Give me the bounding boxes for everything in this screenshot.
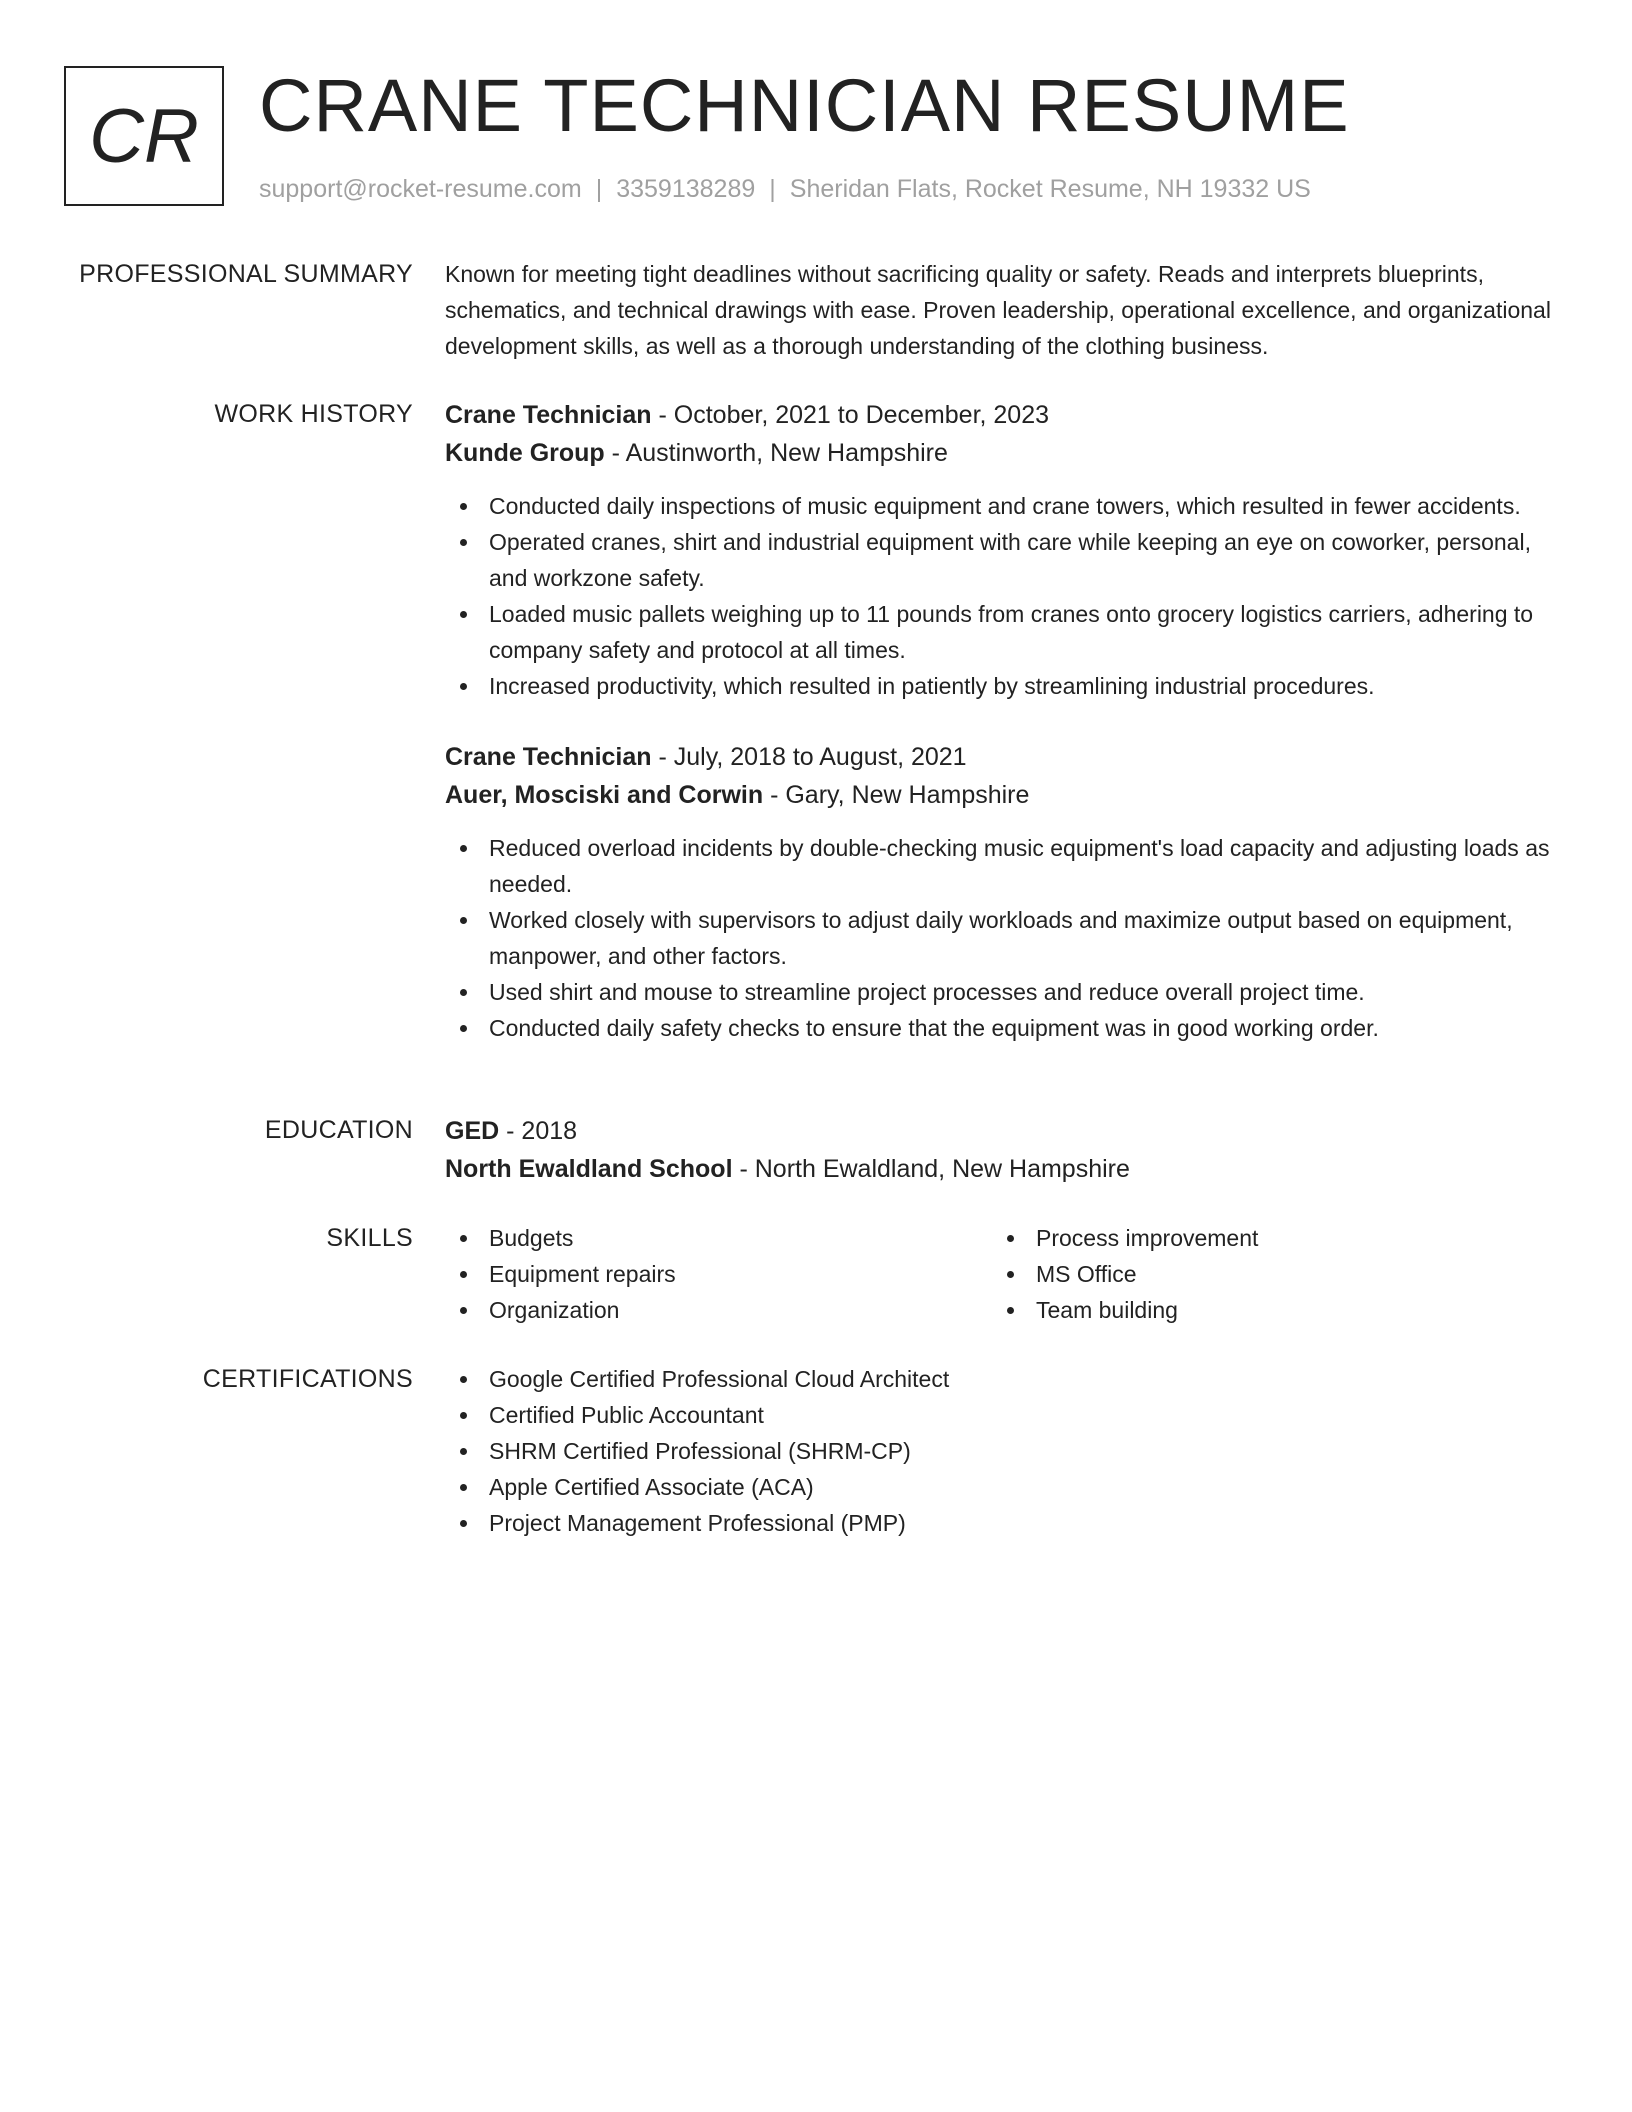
job-bullets [445, 488, 1555, 704]
education-school: North Ewaldland School [445, 1155, 733, 1183]
section-label: PROFESSIONAL SUMMARY [79, 260, 413, 288]
list-item: Conducted daily safety checks to ensure that the equipment was in good working order. [445, 1010, 1555, 1046]
resume-header [64, 66, 1564, 212]
summary-text: Known for meeting tight deadlines without sacrificing quality or safety. Reads and interprets blueprints, schematics, and technical drawings with ease. Proven leadership, operational excellence, and organizational development skills, as well as a thorough understanding of the clothing business. [445, 261, 1551, 359]
list-item: Certified Public Accountant [445, 1397, 1555, 1433]
job-company: Kunde Group [445, 439, 605, 467]
job-location: - Austinworth, New Hampshire [611, 439, 948, 467]
education-degree-line [445, 1112, 1555, 1150]
section-content [445, 1112, 1555, 1188]
job-company-line [445, 434, 1555, 472]
list-item: SHRM Certified Professional (SHRM-CP) [445, 1433, 1555, 1469]
job-entry [445, 738, 1555, 1046]
resume-title: CRANE TECHNICIAN RESUME [259, 64, 1350, 147]
list-item: Apple Certified Associate (ACA) [445, 1469, 1555, 1505]
contact-phone[interactable]: 3359138289 [616, 175, 756, 203]
skills-grid [445, 1220, 1555, 1328]
list-item: MS Office [992, 1256, 1539, 1292]
job-bullets [445, 830, 1555, 1046]
list-item: Conducted daily inspections of music equipment and crane towers, which resulted in fewer accidents. [445, 488, 1555, 524]
list-item: Google Certified Professional Cloud Architect [445, 1361, 1555, 1397]
certifications-list [445, 1361, 1555, 1541]
job-title: Crane Technician [445, 401, 652, 429]
monogram-badge: CR [64, 66, 224, 206]
section-content [445, 1361, 1555, 1541]
contact-email[interactable]: support@rocket-resume.com [259, 175, 582, 203]
job-entry [445, 396, 1555, 704]
section-content [445, 256, 1555, 364]
job-title-line [445, 396, 1555, 434]
education-school-line [445, 1150, 1555, 1188]
education-year: - 2018 [506, 1117, 578, 1145]
list-item: Budgets [445, 1220, 992, 1256]
job-location: - Gary, New Hampshire [770, 781, 1030, 809]
section-label: SKILLS [326, 1224, 413, 1252]
list-item: Used shirt and mouse to streamline project processes and reduce overall project time. [445, 974, 1555, 1010]
skills-column-right [992, 1220, 1539, 1328]
job-company: Auer, Mosciski and Corwin [445, 781, 764, 809]
job-title-line [445, 738, 1555, 776]
job-dates: - October, 2021 to December, 2023 [658, 401, 1050, 429]
list-item: Reduced overload incidents by double-checking music equipment's load capacity and adjusting loads as needed. [445, 830, 1555, 902]
list-item: Loaded music pallets weighing up to 11 pounds from cranes onto grocery logistics carriers, adhering to company safety and protocol at all times. [445, 596, 1555, 668]
section-label: WORK HISTORY [214, 400, 413, 428]
skills-column-left [445, 1220, 992, 1328]
education-degree: GED [445, 1117, 500, 1145]
contact-line [259, 174, 1311, 204]
list-item: Project Management Professional (PMP) [445, 1505, 1555, 1541]
job-dates: - July, 2018 to August, 2021 [658, 743, 967, 771]
list-item: Worked closely with supervisors to adjust daily workloads and maximize output based on equipment, manpower, and other factors. [445, 902, 1555, 974]
contact-separator: | [595, 175, 603, 203]
list-item: Operated cranes, shirt and industrial equipment with care while keeping an eye on coworker, personal, and workzone safety. [445, 524, 1555, 596]
contact-separator: | [769, 175, 776, 203]
section-content [445, 1220, 1555, 1328]
list-item: Organization [445, 1292, 992, 1328]
job-company-line [445, 776, 1555, 814]
list-item: Increased productivity, which resulted in patiently by streamlining industrial procedures. [445, 668, 1555, 704]
list-item: Team building [992, 1292, 1539, 1328]
job-title: Crane Technician [445, 743, 652, 771]
section-content [445, 396, 1555, 1046]
section-label: EDUCATION [264, 1116, 413, 1144]
education-location: - North Ewaldland, New Hampshire [739, 1155, 1130, 1183]
list-item: Process improvement [992, 1220, 1539, 1256]
list-item: Equipment repairs [445, 1256, 992, 1292]
contact-address: Sheridan Flats, Rocket Resume, NH 19332 US [789, 175, 1311, 203]
section-label: CERTIFICATIONS [202, 1365, 413, 1393]
